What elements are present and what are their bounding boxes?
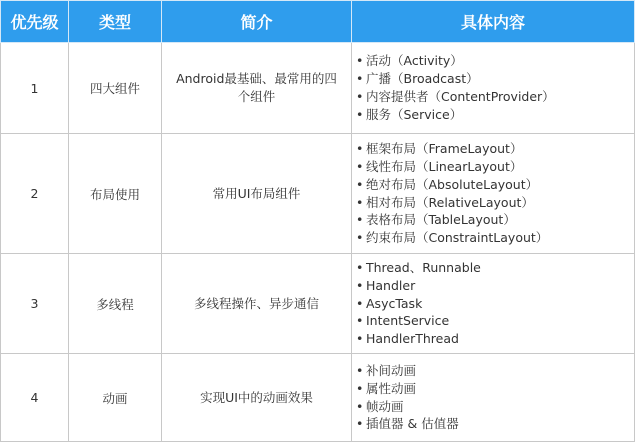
type-cell: 布局使用 (69, 134, 162, 254)
list-item: • IntentService (356, 312, 630, 330)
list-item: • 服务（Service） (356, 106, 630, 124)
table-row (1, 254, 635, 354)
priority-cell: 4 (1, 354, 69, 442)
table-row (1, 43, 635, 134)
list-item: • HandlerThread (356, 330, 630, 348)
list-item: • 广播（Broadcast） (356, 70, 630, 88)
list-item: • 框架布局（FrameLayout） (356, 140, 630, 158)
item-list (356, 362, 630, 433)
header-content: 具体内容 (352, 1, 635, 43)
list-item: • Handler (356, 277, 630, 295)
list-item: • 内容提供者（ContentProvider） (356, 88, 630, 106)
desc-cell: 多线程操作、异步通信 (162, 254, 352, 354)
desc-cell: Android最基础、最常用的四个组件 (162, 43, 352, 134)
header-desc: 简介 (162, 1, 352, 43)
list-item: • 补间动画 (356, 362, 630, 380)
list-item: • 插值器 & 估值器 (356, 415, 630, 433)
item-list (356, 140, 630, 247)
list-item: • 表格布局（TableLayout） (356, 211, 630, 229)
content-cell (352, 43, 635, 134)
list-item: • 帧动画 (356, 398, 630, 416)
priority-cell: 3 (1, 254, 69, 354)
item-list (356, 259, 630, 348)
type-cell: 四大组件 (69, 43, 162, 134)
header-priority: 优先级 (1, 1, 69, 43)
priority-cell: 2 (1, 134, 69, 254)
type-cell: 多线程 (69, 254, 162, 354)
type-cell: 动画 (69, 354, 162, 442)
list-item: • 属性动画 (356, 380, 630, 398)
content-cell (352, 254, 635, 354)
header-row (1, 1, 635, 43)
table-row (1, 134, 635, 254)
list-item: • 约束布局（ConstraintLayout） (356, 229, 630, 247)
desc-cell: 实现UI中的动画效果 (162, 354, 352, 442)
desc-cell: 常用UI布局组件 (162, 134, 352, 254)
content-cell (352, 134, 635, 254)
priority-cell: 1 (1, 43, 69, 134)
header-type: 类型 (69, 1, 162, 43)
list-item: • Thread、Runnable (356, 259, 630, 277)
list-item: • 线性布局（LinearLayout） (356, 158, 630, 176)
item-list (356, 52, 630, 123)
list-item: • 绝对布局（AbsoluteLayout） (356, 176, 630, 194)
list-item: • AsycTask (356, 295, 630, 313)
list-item: • 活动（Activity） (356, 52, 630, 70)
content-cell (352, 354, 635, 442)
table-row (1, 354, 635, 442)
list-item: • 相对布局（RelativeLayout） (356, 194, 630, 212)
